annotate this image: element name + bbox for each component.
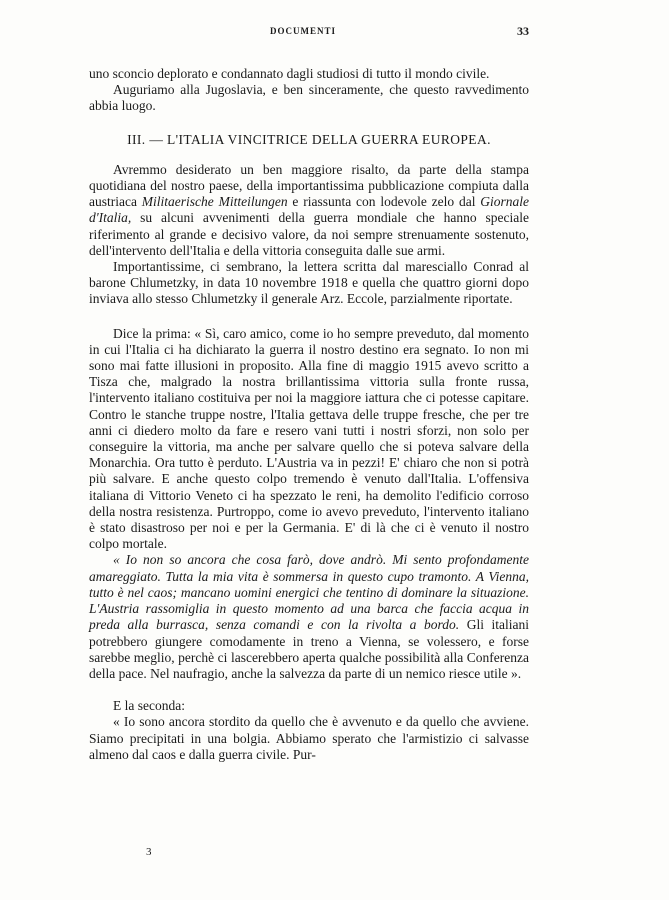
first-letter-roman: Gli italiani potrebbero giungere comodamente in treno a Vienna, se volessero, e forse sarebbe meglio, perchè ci lascerebbero aperta qualche possibilità alla Conferenza della pace. Nel naufragio, anche la salvezza da parte di un nemico riesce utile ». bbox=[89, 617, 529, 681]
paragraph-second-letter: « Io sono ancora stordito da quello che è avvenuto e da quello che avviene. Siamo precipitati in una bolgia. Abbiamo sperato che l'armistizio ci salvasse almeno dal caos e dalla guerra civile. Pur- bbox=[89, 714, 529, 762]
paragraph-second-intro: E la seconda: bbox=[113, 698, 185, 714]
intro-text-b: e riassunta con lodevole zelo dal bbox=[287, 194, 481, 210]
body-text bbox=[89, 66, 529, 763]
page-number: 33 bbox=[517, 24, 529, 38]
paragraph-first-letter: Dice la prima: « Sì, caro amico, come io ho sempre preveduto, dal momento in cui l'Italia ci ha dichiarato la guerra il nostro destino era segnato. Io non mi sono mai fatte illusioni in proposito. Alla fine di maggio 1915 avevo scritto a Tisza che, malgrado la nostra brillantissima vittoria sulla fronte russa, l'intervento italiano costituiva per noi la maggiore iattura che ci potesse capitare. Contro le stanche truppe nostre, l'Italia gettava delle truppe fresche, che per tre anni ci diedero molto da fare e resero vani tutti i nostri sforzi, non solo per conseguire la vittoria, ma anche per salvare quello che si poteva salvare della Monarchia. Ora tutto è perduto. L'Austria va in pezzi! E' chiaro che non si potrà più salvare. E anche questo colpo tremendo è venuto dall'Italia. L'offensiva italiana di Vittorio Veneto ci ha spezzato le reni, ha demolito l'edificio corroso della nostra resistenza. Purtroppo, come io avevo preveduto, l'intervento italiano è stato disastroso per noi e per la Germania. E' di là che ci è venuto il nostro colpo mortale. bbox=[89, 325, 529, 552]
paragraph-intro bbox=[89, 162, 529, 259]
publication-title: Militaerische Mitteilungen bbox=[141, 194, 288, 210]
newspaper-title: Giornale d'Italia, bbox=[89, 194, 530, 226]
running-title: DOCUMENTI bbox=[270, 26, 337, 36]
intro-text-c: su alcuni avvenimenti della guerra mondiale che hanno speciale riferimento al grande e decisivo valore, da noi sempre strenuamente sostenuto, dell'intervento dell'Italia e della vittoria conseguita dalle sue armi. bbox=[89, 210, 529, 258]
signature-mark: 3 bbox=[146, 846, 152, 858]
paragraph-letters: Importantissime, ci sembrano, la lettera scritta dal maresciallo Conrad al barone Chlumetzky, in data 10 novembre 1918 e quella che quattro giorni dopo inviava allo stesso Chlumetzky il generale Arz. Eccole, parzialmente riportate. bbox=[89, 259, 529, 307]
paragraph-first-letter-cont bbox=[89, 552, 529, 682]
section-heading: III. — L'ITALIA VINCITRICE DELLA GUERRA EUROPEA. bbox=[127, 131, 491, 147]
paragraph-continuation: uno sconcio deplorato e condannato dagli studiosi di tutto il mondo civile. bbox=[89, 66, 490, 81]
first-letter-italic: « Io non so ancora che cosa farò, dove andrò. Mi sento profondamente amareggiato. Tutta la mia vita è sommersa in questo cupo tramonto. A Vienna, tutto è nel caos; mancano uomini energici che tentino di dominare la situazione. L'Austria rassomiglia in questo momento ad una barca che faccia acqua in preda alla burrasca, senza comandi e con la rivolta a bordo. bbox=[89, 552, 529, 633]
intro-text-a: Avremmo desiderato un ben maggiore risalto, da parte della stampa quotidiana del nostro paese, della importantissima pubblicazione compiuta dalla austriaca bbox=[89, 161, 529, 210]
paragraph-jugoslavia: Auguriamo alla Jugoslavia, e ben sinceramente, che questo ravvedimento abbia luogo. bbox=[89, 82, 529, 114]
